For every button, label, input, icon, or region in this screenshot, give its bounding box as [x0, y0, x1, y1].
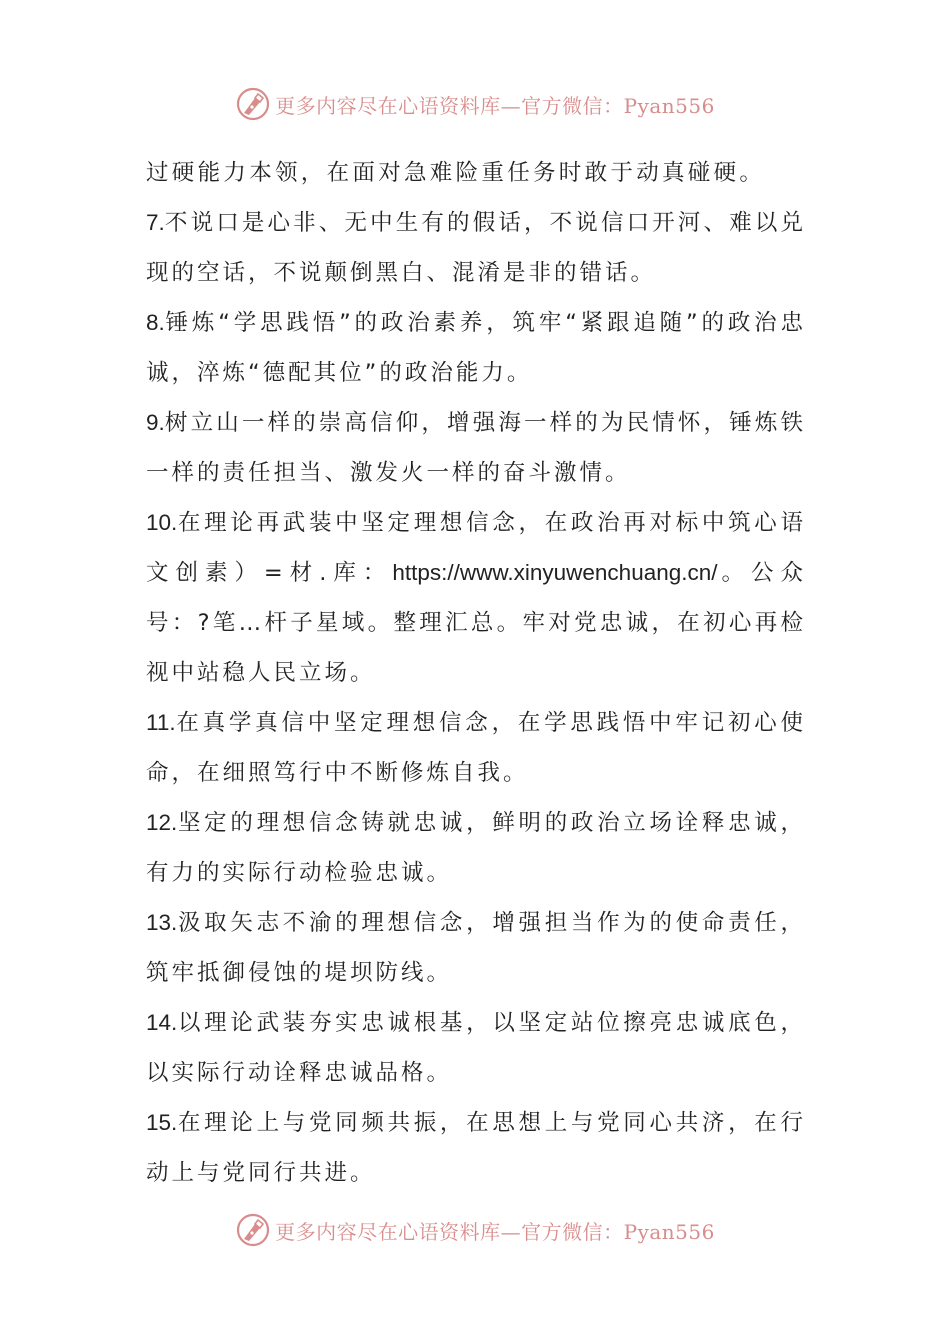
item-text: 以理论武装夯实忠诚根基，以坚定站位擦亮忠诚底色，以实际行动诠释忠诚品格。: [146, 1010, 806, 1086]
list-item: [146, 898, 806, 998]
list-item: [146, 798, 806, 898]
item-text: 锤炼“学思践悟”的政治素养，筑牢“紧跟追随”的政治忠诚，淬炼“德配其位”的政治能力。: [146, 310, 806, 386]
pen-nib-logo-icon: [235, 1212, 271, 1248]
item-text: 在理论再武装中坚定理想信念，在政治再对标中筑心语文创素）=材.库：: [146, 510, 806, 586]
item-text: 坚定的理想信念铸就忠诚，鲜明的政治立场诠释忠诚，有力的实际行动检验忠诚。: [146, 810, 806, 886]
item-number: 10.: [146, 510, 178, 535]
item-number: 12.: [146, 810, 178, 835]
item-number: 14.: [146, 1010, 178, 1035]
list-item: [146, 198, 806, 298]
list-item: [146, 998, 806, 1098]
item-text: 汲取矢志不渝的理想信念，增强担当作为的使命责任，筑牢抵御侵蚀的堤坝防线。: [146, 910, 806, 986]
website-link[interactable]: https://www.xinyuwenchuang.cn/: [392, 560, 718, 585]
item-number: 15.: [146, 1110, 178, 1135]
item-number: 13.: [146, 910, 178, 935]
item-text: 在真学真信中坚定理想信念，在学思践悟中牢记初心使命，在细照笃行中不断修炼自我。: [146, 710, 806, 786]
banner-text: 更多内容尽在心语资料库—官方微信：Pyan556: [275, 93, 715, 118]
item-text: 树立山一样的崇高信仰，增强海一样的为民情怀，锤炼铁一样的责任担当、激发火一样的奋斗激情。: [146, 410, 806, 486]
banner-text: 更多内容尽在心语资料库—官方微信：Pyan556: [275, 1219, 715, 1244]
footer-banner: [0, 1210, 950, 1250]
item-number: 7.: [146, 210, 165, 235]
item-text: 在理论上与党同频共振，在思想上与党同心共济，在行动上与党同行共进。: [146, 1110, 806, 1186]
list-item: [146, 398, 806, 498]
paragraph-continuation: [146, 148, 806, 198]
item-text: 不说口是心非、无中生有的假话，不说信口开河、难以兑现的空话，不说颠倒黑白、混淆是非的错话。: [146, 210, 806, 286]
paragraph-text: 过硬能力本领，在面对急难险重任务时敢于动真碰硬。: [146, 160, 766, 186]
list-item: [146, 498, 806, 698]
pen-nib-logo-icon: [235, 86, 271, 122]
list-item: [146, 298, 806, 398]
item-number: 9.: [146, 410, 165, 435]
document-body: [146, 148, 806, 1198]
header-banner: [0, 84, 950, 124]
item-number: 11.: [146, 710, 176, 735]
list-item: [146, 1098, 806, 1198]
item-text-after: 。公众号：?笔…杆子星域。整理汇总。牢对党忠诚，在初心再检视中站稳人民立场。: [146, 560, 806, 686]
list-item: [146, 698, 806, 798]
item-number: 8.: [146, 310, 165, 335]
